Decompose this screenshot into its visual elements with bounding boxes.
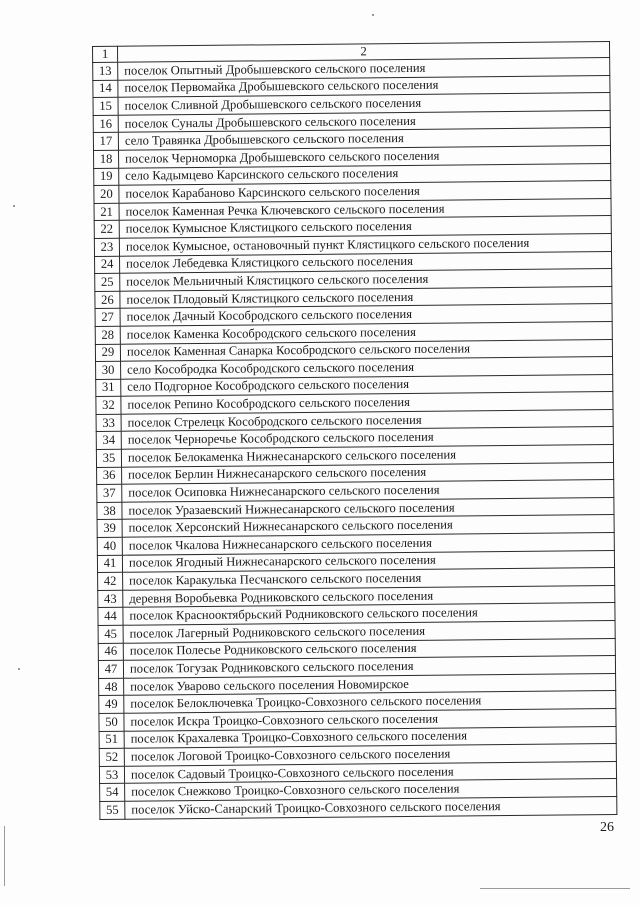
settlement-name: поселок Сливной Дробышевского сельского поселения — [118, 93, 610, 115]
row-number: 40 — [97, 537, 122, 555]
row-number: 17 — [93, 133, 118, 151]
row-number: 51 — [99, 731, 124, 749]
scan-speck — [13, 205, 15, 207]
settlement-name: поселок Полесье Родниковского сельского поселения — [123, 638, 615, 660]
settlement-name: поселок Осиповка Нижнесанарского сельского поселения — [122, 480, 614, 502]
row-number: 41 — [97, 555, 122, 573]
settlement-name: поселок Репино Кособродского сельского поселения — [121, 392, 613, 414]
header-col-1: 1 — [93, 46, 118, 62]
settlement-name: поселок Опытный Дробышевского сельского поселения — [118, 58, 610, 80]
row-number: 35 — [96, 449, 121, 467]
settlement-name: поселок Суналы Дробышевского сельского поселения — [118, 110, 610, 132]
row-number: 48 — [99, 678, 124, 696]
row-number: 44 — [98, 608, 123, 626]
row-number: 18 — [94, 150, 119, 168]
settlement-name: поселок Чкалова Нижнесанарского сельского поселения — [122, 533, 614, 555]
row-number: 52 — [99, 748, 124, 766]
settlement-name: поселок Херсонский Нижнесанарского сельского поселения — [122, 515, 614, 537]
row-number: 21 — [94, 203, 119, 221]
settlement-name: поселок Крахалевка Троицко-Совхозного сельского поселения — [124, 726, 616, 748]
settlement-name: поселок Уразаевский Нижнесанарского сельского поселения — [122, 497, 614, 519]
settlement-name: поселок Снежково Троицко-Совхозного сельского поселения — [125, 779, 617, 801]
row-number: 38 — [97, 502, 122, 520]
scan-edge-line — [480, 888, 630, 889]
row-number: 30 — [96, 361, 121, 379]
row-number: 53 — [99, 766, 124, 784]
scan-edge-line — [4, 826, 5, 886]
row-number: 45 — [98, 625, 123, 643]
settlement-name: поселок Мельничный Клястицкого сельского поселения — [120, 269, 612, 291]
settlement-name: поселок Уйско-Санарский Троицко-Совхозного сельского поселения — [125, 796, 617, 818]
row-number: 31 — [96, 379, 121, 397]
row-number: 55 — [100, 801, 125, 819]
row-number: 14 — [93, 80, 118, 98]
settlement-name: поселок Тогузак Родниковского сельского поселения — [123, 656, 615, 678]
row-number: 23 — [94, 238, 119, 256]
settlement-name: село Кособродка Кособродского сельского поселения — [121, 357, 613, 379]
settlement-name: село Подгорное Кособродского сельского поселения — [121, 374, 613, 396]
settlement-name: поселок Каменка Кособродского сельского поселения — [120, 321, 612, 343]
row-number: 20 — [94, 185, 119, 203]
settlement-name: поселок Каменная Санарка Кособродского сельского поселения — [120, 339, 612, 361]
settlement-name: поселок Плодовый Клястицкого сельского поселения — [120, 286, 612, 308]
settlement-name: поселок Первомайка Дробышевского сельского поселения — [118, 75, 610, 97]
row-number: 15 — [93, 97, 118, 115]
row-number: 50 — [99, 713, 124, 731]
settlement-name: поселок Садовый Троицко-Совхозного сельского поселения — [124, 761, 616, 783]
settlement-name: поселок Лебедевка Клястицкого сельского поселения — [120, 251, 612, 273]
settlement-name: поселок Белоключевка Троицко-Совхозного сельского поселения — [124, 691, 616, 713]
row-number: 46 — [98, 643, 123, 661]
row-number: 25 — [95, 273, 120, 291]
scan-speck — [372, 14, 374, 16]
settlement-name: деревня Воробьевка Родниковского сельского поселения — [123, 585, 615, 607]
row-number: 13 — [93, 62, 118, 80]
row-number: 37 — [97, 484, 122, 502]
settlement-name: поселок Карабаново Карсинского сельского поселения — [119, 181, 611, 203]
row-number: 36 — [97, 467, 122, 485]
row-number: 54 — [100, 784, 125, 802]
row-number: 22 — [94, 221, 119, 239]
scan-speck — [18, 668, 20, 670]
row-number: 26 — [95, 291, 120, 309]
row-number: 27 — [95, 309, 120, 327]
row-number: 16 — [93, 115, 118, 133]
header-col-2: 2 — [118, 42, 610, 63]
row-number: 28 — [95, 326, 120, 344]
settlement-name: поселок Уварово сельского поселения Новомирское — [124, 673, 616, 695]
settlement-name: поселок Каменная Речка Ключевского сельского поселения — [119, 198, 611, 220]
settlement-name: поселок Искра Троицко-Совхозного сельского поселения — [124, 708, 616, 730]
table-row — [100, 796, 617, 819]
row-number: 29 — [95, 344, 120, 362]
settlement-name: поселок Каракулька Песчанского сельского поселения — [123, 568, 615, 590]
settlement-name: поселок Логовой Троицко-Совхозного сельского поселения — [124, 744, 616, 766]
row-number: 47 — [98, 660, 123, 678]
settlement-name: поселок Белокаменка Нижнесанарского сельского поселения — [121, 445, 613, 467]
settlement-name: поселок Лагерный Родниковского сельского поселения — [123, 621, 615, 643]
settlement-name: поселок Кумысное Клястицкого сельского поселения — [119, 216, 611, 238]
settlement-name: поселок Кумысное, остановочный пункт Клястицкого сельского поселения — [119, 233, 611, 255]
settlement-name: поселок Дачный Кособродского сельского поселения — [120, 304, 612, 326]
row-number: 42 — [98, 572, 123, 590]
settlement-name: село Кадымцево Карсинского сельского поселения — [119, 163, 611, 185]
row-number: 43 — [98, 590, 123, 608]
row-number: 24 — [95, 256, 120, 274]
settlement-name: поселок Ягодный Нижнесанарского сельского поселения — [122, 550, 614, 572]
settlement-name: село Травянка Дробышевского сельского поселения — [118, 128, 610, 150]
row-number: 49 — [99, 696, 124, 714]
page-number: 26 — [600, 820, 614, 835]
row-number: 19 — [94, 168, 119, 186]
row-number: 32 — [96, 397, 121, 415]
settlement-name: поселок Краснооктябрьский Родниковского сельского поселения — [123, 603, 615, 625]
settlement-name: поселок Берлин Нижнесанарского сельского поселения — [122, 462, 614, 484]
row-number: 34 — [96, 432, 121, 450]
settlement-name: поселок Черноречье Кособродского сельского поселения — [121, 427, 613, 449]
settlement-name: поселок Стрелецк Кособродского сельского поселения — [121, 409, 613, 431]
row-number: 39 — [97, 520, 122, 538]
row-number: 33 — [96, 414, 121, 432]
settlements-table — [92, 41, 617, 819]
settlement-name: поселок Черноморка Дробышевского сельского поселения — [119, 145, 611, 167]
